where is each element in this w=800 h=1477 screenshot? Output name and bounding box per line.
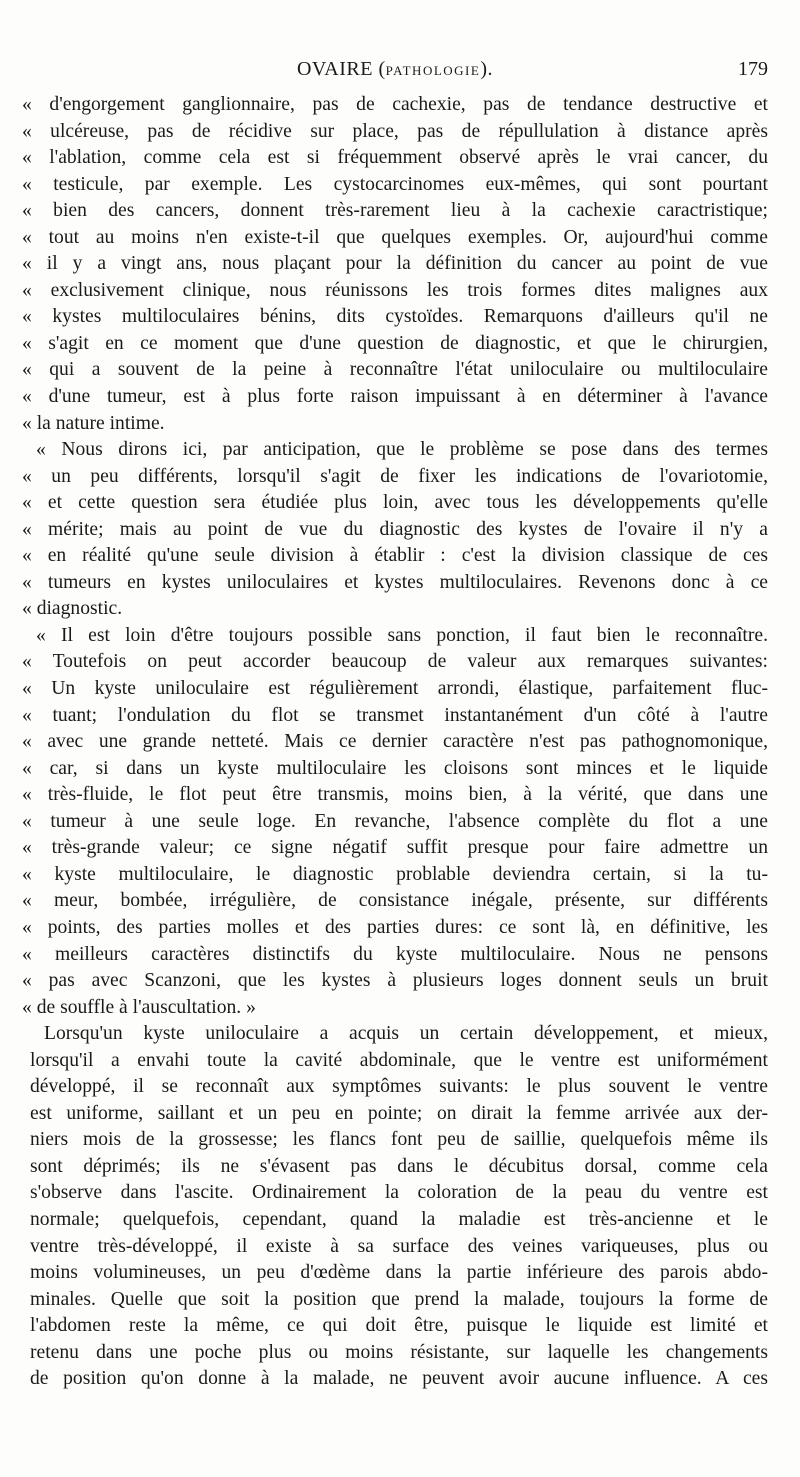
text-line: « testicule, par exemple. Les cystocarcinomes eux-mêmes, qui sont pourtant [22, 173, 768, 195]
text-line: « bien des cancers, donnent très-rarement lieu à la cachexie caractristique; [22, 200, 768, 222]
text-line: est uniforme, saillant et un peu en pointe; on dirait la femme arrivée aux der- [30, 1102, 768, 1124]
text-line: « Il est loin d'être toujours possible sans ponction, il faut bien le reconnaître. [36, 624, 768, 646]
text-line: sont déprimés; ils ne s'évasent pas dans le décubitus dorsal, comme cela [30, 1155, 768, 1177]
text-line: l'abdomen reste la même, ce qui doit être, puisque le liquide est limité et [30, 1315, 768, 1337]
text-line: « avec une grande netteté. Mais ce dernier caractère n'est pas pathognomonique, [22, 731, 768, 753]
page-number: 179 [738, 58, 768, 80]
text-line: « un peu différents, lorsqu'il s'agit de fixer les indications de l'ovariotomie, [22, 465, 768, 487]
text-line: « tumeurs en kystes uniloculaires et kystes multiloculaires. Revenons donc à ce [22, 571, 768, 593]
text-line: développé, il se reconnaît aux symptômes suivants: le plus souvent le ventre [30, 1076, 768, 1098]
title-paren-open: ( [372, 58, 386, 80]
text-line: « pas avec Scanzoni, que les kystes à plusieurs loges donnent seuls un bruit [22, 970, 768, 992]
text-line: « très-fluide, le flot peut être transmis, moins bien, à la vérité, que dans une [22, 784, 768, 806]
text-line: normale; quelquefois, cependant, quand la maladie est très-ancienne et le [30, 1208, 768, 1230]
text-line: « car, si dans un kyste multiloculaire les cloisons sont minces et le liquide [22, 757, 768, 779]
text-line: « exclusivement clinique, nous réunissons les trois formes dites malignes aux [22, 279, 768, 301]
text-line: « diagnostic. [22, 598, 123, 620]
text-line: moins volumineuses, un peu d'œdème dans la partie inférieure des parois abdo- [30, 1262, 768, 1284]
text-line: de position qu'on donne à la malade, ne peuvent avoir aucune influence. A ces [30, 1368, 768, 1390]
text-line: « tuant; l'ondulation du flot se transmet instantanément d'un côté à l'autre [22, 704, 768, 726]
title-main: OVAIRE [296, 58, 373, 80]
text-line: « points, des parties molles et des parties dures: ce sont là, en définitive, les [22, 916, 768, 938]
text-line: « mérite; mais au point de vue du diagnostic des kystes de l'ovaire il n'y a [22, 518, 768, 540]
text-line: « tout au moins n'en existe-t-il que quelques exemples. Or, aujourd'hui comme [22, 226, 768, 248]
text-line: « l'ablation, comme cela est si fréquemment observé après le vrai cancer, du [22, 147, 768, 169]
text-line: « tumeur à une seule loge. En revanche, l'absence complète du flot a une [22, 810, 768, 832]
text-line: « Nous dirons ici, par anticipation, que le problème se pose dans des termes [36, 439, 768, 461]
text-line: « très-grande valeur; ce signe négatif suffit presque pour faire admettre un [22, 837, 768, 859]
text-line: « meur, bombée, irrégulière, de consistance inégale, présente, sur différents [22, 890, 768, 912]
body-text [22, 92, 768, 1393]
text-line: « qui a souvent de la peine à reconnaître l'état uniloculaire ou multiloculaire [22, 359, 768, 381]
text-line: « la nature intime. [22, 412, 165, 434]
text-line: « kyste multiloculaire, le diagnostic problable deviendra certain, si la tu- [22, 863, 768, 885]
text-line: « et cette question sera étudiée plus loin, avec tous les développements qu'elle [22, 492, 768, 514]
text-line: Lorsqu'un kyste uniloculaire a acquis un certain développement, et mieux, [44, 1023, 768, 1045]
running-title [22, 58, 768, 81]
text-line: « d'une tumeur, est à plus forte raison impuissant à en déterminer à l'avance [22, 386, 768, 408]
text-line: s'observe dans l'ascite. Ordinairement la coloration de la peau du ventre est [30, 1182, 768, 1204]
text-line: « d'engorgement ganglionnaire, pas de cachexie, pas de tendance destructive et [22, 94, 768, 115]
title-paren-close: ). [480, 58, 493, 80]
text-line: « de souffle à l'auscultation. » [22, 996, 256, 1018]
text-line: « s'agit en ce moment que d'une question de diagnostic, et que le chirurgien, [22, 332, 768, 354]
text-line: niers mois de la grossesse; les flancs font peu de saillie, quelquefois même ils [30, 1129, 768, 1151]
text-line: « il y a vingt ans, nous plaçant pour la définition du cancer au point de vue [22, 253, 768, 275]
text-line: lorsqu'il a envahi toute la cavité abdominale, que le ventre est uniformément [30, 1049, 768, 1071]
text-line: « Toutefois on peut accorder beaucoup de valeur aux remarques suivantes: [22, 651, 768, 673]
text-line: minales. Quelle que soit la position que prend la malade, toujours la forme de [30, 1288, 768, 1310]
text-line: « meilleurs caractères distinctifs du kyste multiloculaire. Nous ne pensons [22, 943, 768, 965]
text-line: ventre très-développé, il existe à sa surface des veines variqueuses, plus ou [30, 1235, 768, 1257]
text-line: « kystes multiloculaires bénins, dits cystoïdes. Remarquons d'ailleurs qu'il ne [22, 306, 768, 328]
text-line: retenu dans une poche plus ou moins résistante, sur laquelle les changements [30, 1341, 768, 1363]
title-small-caps: PATHOLOGIE [385, 63, 481, 78]
text-line: « Un kyste uniloculaire est régulièrement arrondi, élastique, parfaitement fluc- [22, 678, 768, 700]
text-line: « ulcéreuse, pas de récidive sur place, pas de répullulation à distance après [22, 120, 768, 142]
running-head [22, 58, 768, 86]
text-line: « en réalité qu'une seule division à établir : c'est la division classique de ces [22, 545, 768, 567]
